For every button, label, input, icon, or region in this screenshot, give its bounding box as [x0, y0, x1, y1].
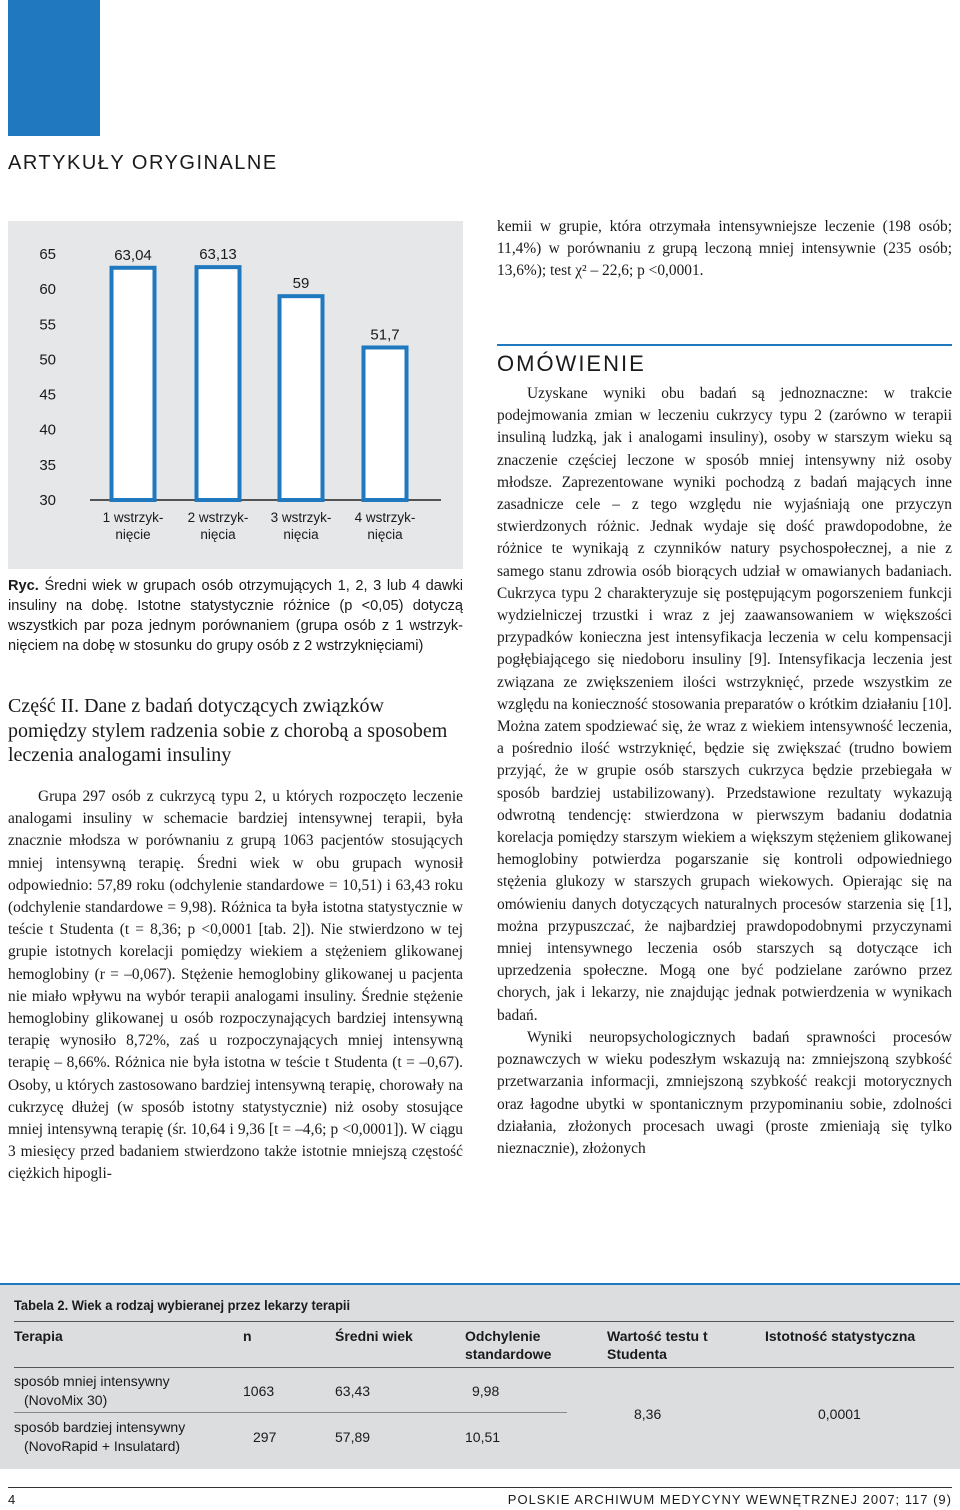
x-category-label: nięcia — [367, 527, 403, 542]
row2-therapy-line2: (NovoRapid + Insulatard) — [24, 1438, 181, 1454]
col-header-significance: Istotność statystyczna — [765, 1328, 916, 1344]
footer-rule — [8, 1487, 952, 1488]
x-category-label: nięcia — [283, 527, 319, 542]
part-heading: Część II. Dane z badań dotyczących związków pomiędzy stylem radzenia sobie z chorobą a sposobem leczenia analogami insuliny — [8, 695, 448, 766]
x-category-label: 3 wstrzyk- — [270, 510, 332, 525]
significance-value: 0,0001 — [818, 1406, 861, 1422]
chart-svg — [8, 221, 463, 569]
y-tick-label: 35 — [39, 456, 56, 474]
t-value: 8,36 — [634, 1406, 662, 1422]
bar-value-label: 63,13 — [199, 246, 237, 264]
row2-sd: 10,51 — [465, 1429, 501, 1445]
x-category-label: 1 wstrzyk- — [102, 510, 164, 525]
row2-therapy-line1: sposób bardziej intensywny — [14, 1419, 186, 1435]
col-header-mean-age: Średni wiek — [335, 1328, 413, 1344]
caption-label: Ryc. — [8, 578, 39, 594]
journal-footer: POLSKIE ARCHIWUM MEDYCYNY WEWNĘTRZNEJ 2007; 117 (9) — [507, 1492, 952, 1507]
discussion-body — [497, 383, 952, 1160]
x-category-label: nięcie — [115, 527, 151, 542]
row1-mean-age: 63,43 — [335, 1383, 371, 1399]
table-rule — [14, 1321, 954, 1322]
bar-value-label: 59 — [292, 275, 310, 293]
row1-therapy-line2: (NovoMix 30) — [24, 1392, 108, 1408]
bar-value-label: 63,04 — [114, 246, 152, 264]
row1-sd: 9,98 — [472, 1383, 500, 1399]
right-column-continuation — [497, 216, 952, 283]
row1-therapy-line1: sposób mniej intensywny — [14, 1373, 170, 1389]
row2-mean-age: 57,89 — [335, 1429, 371, 1445]
row-divider — [14, 1412, 567, 1413]
y-tick-label: 60 — [39, 281, 56, 299]
bar-chart — [8, 221, 463, 569]
section-title: ARTYKUŁY ORYGINALNE — [8, 152, 278, 174]
page-number: 4 — [8, 1492, 16, 1507]
figure-caption — [8, 576, 463, 656]
bar — [112, 268, 155, 500]
bar — [280, 296, 323, 500]
y-tick-label: 40 — [39, 421, 56, 439]
section-rule — [497, 344, 952, 346]
table-caption: Tabela 2. Wiek a rodzaj wybieranej przez lekarzy terapii — [14, 1297, 351, 1313]
discussion-paragraph: Wyniki neuropsychologicznych badań sprawności procesów poznawczych w wieku podeszłym wskazują na: zmniejszoną szybkość przetwarzania informacji, zmniejszoną szybkość reakcji motorycznych oraz łagodne ubytki w spontanicznym przypominaniu sobie, zdolności działania, złożonych procesach uwagi (proste zmieniają się tylko nieznacznie), złożonych — [497, 1028, 952, 1157]
col-header-n: n — [243, 1328, 252, 1344]
row1-n: 1063 — [243, 1383, 275, 1399]
y-tick-label: 65 — [39, 246, 56, 263]
y-tick-label: 50 — [39, 351, 56, 369]
body-paragraph: Grupa 297 osób z cukrzycą typu 2, u których rozpoczęto leczenie analogami insuliny w schemacie bardziej intensywnej terapii, była znacznie młodsza w porównaniu z grupą 1063 pacjentów stosujących mniej intensywną terapię. Średni wiek w obu grupach wynosił odpowiednio: 57,89 roku (odchylenie standardowe = 10,51) i 63,43 roku (odchylenie standardowe = 9,98). Różnica ta była istotna statystycznie w teście t Studenta (t = 8,36; p <0,0001 [tab. 2]). Nie stwierdzono w tej grupie istotnych korelacji pomiędzy wiekiem a stężeniem glikowanej hemoglobiny (r = –0,067). Stężenie hemoglobiny glikowanej u pacjenta nie miało wpływu na wybór terapii analogami insuliny. Średnie stężenie hemoglobiny glikowanej u osób rozpoczynających bardziej intensywną terapię wynosiło 8,72%, zaś u rozpoczynających mniej intensywną terapię – 8,66%. Różnica nie była istotna w teście t Studenta (t = –0,67). Osoby, u których zastosowano bardziej intensywną terapię, chorowały na cukrzycę dłużej (w sposób istotny statystycznie) niż osoby stosujące mniej intensywną terapię (śr. 10,64 i 9,36 [t = –4,6; p <0,0001]). W ciągu 3 miesięcy przed badaniem stwierdzono także istotnie mniejszą częstość ciężkich hipogli- — [8, 788, 463, 1183]
caption-text: Średni wiek w grupach osób otrzymujących 1, 2, 3 lub 4 dawki insuliny na dobę. Istotne statystycznie różnice (p <0,05) dotyczą wszystkich par poza jednym porównaniem (grupa osób z 1 wstrzyknięciem na dobę w stosunku do grupy osób z 2 wstrzyknięciami) — [8, 578, 463, 654]
discussion-paragraph: Uzyskane wyniki obu badań są jednoznaczne: w trakcie podejmowania zmian w leczeniu cukrzycy typu 2 (zarówno w terapii insuliną ludzką, jak i analogami insuliny), osoby w starszym wieku są znaczenie częściej leczone w sposób mniej intensywny niż osoby młodsze. Zaprezentowane wyniki pochodzą z badań mających inne zasadnicze cele – z tego względu nie wyjaśniają one przyczyn stwierdzonych różnic. Jednak wydaje się dość prawdopodobne, że różnice te wynikają z czynników natury psychospołecznej, a nie z samego stanu zdrowia osób biorących udział w omawianych badaniach. Cukrzyca typu 2 charakteryzuje się postępującym pogorszeniem funkcji wydzielniczej trzustki i wraz z jej zaawansowaniem w większości przypadków konieczna jest intensyfikacja leczenia w celu kompensacji pogłębiającego się niedoboru insuliny [9]. Intensyfikacja leczenia jest związana ze zwiększeniem ilości wstrzyknięć, przede wszystkim ze względu na konieczność stosowania preparatów o krótkim działaniu [10]. Można zatem spodziewać się, że wraz z wiekiem intensywność leczenia, a pośrednio ilość wstrzyknięć, będzie się zwiększać (trudno bowiem przyjąć, że w grupie osób starszych cukrzyca będzie przebiegała w sposób bardziej ustabilizowany). Przedstawione rezultaty wykazują odwrotną tendencję: stwierdzona w pierwszym badaniu dodatnia korelacja pomiędzy starszym wiekiem a większym stężeniem glikowanej hemoglobiny potwierdza pogarszanie się kontroli odpowiedniego stężenia glukozy w starszych grupach wiekowych. Opierając się na omówieniu danych dotyczących naturalnych procesów starzenia się [1], można przypuszczać, że najbardziej prawdopodobnymi przyczynami mniej intensywnego leczenia osób starszych są dotyczące ich uprzedzenia społeczne. Mogą one być podzielane zarówno przez chorych, jak i lekarzy, nie znajdując jednak potwierdzenia w wynikach badań. — [497, 385, 952, 1024]
x-category-label: nięcia — [200, 527, 236, 542]
bar — [197, 267, 240, 500]
header-color-block — [8, 0, 100, 136]
discussion-title: OMÓWIENIE — [497, 351, 646, 376]
y-tick-label: 30 — [39, 492, 56, 509]
x-category-label: 4 wstrzyk- — [354, 510, 416, 525]
x-category-label: 2 wstrzyk- — [187, 510, 249, 525]
y-tick-label: 55 — [39, 316, 56, 334]
body-paragraph: kemii w grupie, która otrzymała intensywniejsze leczenie (198 osób; 11,4%) w porównaniu z grupą leczoną mniej intensywnie (235 osób; 13,6%); test χ² – 22,6; p <0,0001. — [497, 218, 952, 280]
col-header-t-value: Wartość testu t Studenta — [607, 1328, 708, 1362]
bar — [364, 347, 407, 500]
col-header-therapy: Terapia — [14, 1328, 63, 1344]
table-rule — [14, 1367, 954, 1368]
col-header-sd: Odchylenie standardowe — [465, 1328, 552, 1362]
y-tick-label: 45 — [39, 386, 56, 404]
left-column-body — [8, 786, 463, 1186]
table-2 — [0, 1283, 960, 1469]
bar-value-label: 51,7 — [370, 326, 400, 344]
row2-n: 297 — [253, 1429, 277, 1445]
